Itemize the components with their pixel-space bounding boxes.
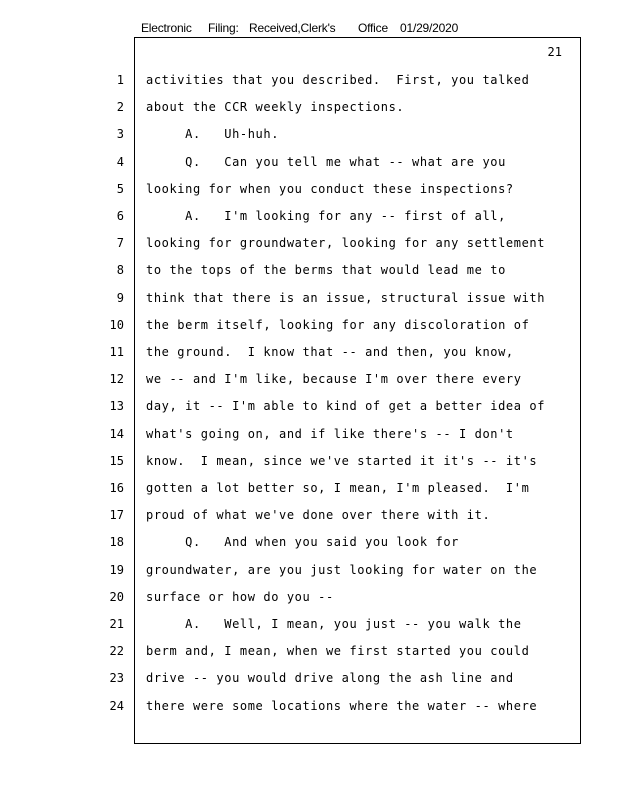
- line-number: 2: [116, 100, 124, 114]
- header-office: Office: [358, 21, 388, 35]
- page-number: 21: [547, 45, 562, 59]
- line-number: 9: [116, 291, 124, 305]
- transcript-line: about the CCR weekly inspections.: [146, 100, 405, 114]
- transcript-line: think that there is an issue, structural issue with: [146, 291, 546, 305]
- transcript-line: day, it -- I'm able to kind of get a better idea of: [146, 399, 546, 413]
- line-number: 24: [109, 699, 124, 713]
- transcript-line: proud of what we've done over there with it.: [146, 508, 491, 522]
- line-number: 10: [109, 318, 124, 332]
- line-number: 23: [109, 671, 124, 685]
- transcript-line: the ground. I know that -- and then, you know,: [146, 345, 514, 359]
- header-received: Received,Clerk's: [249, 21, 336, 35]
- transcript-line: Q. Can you tell me what -- what are you: [146, 155, 506, 169]
- transcript-line: surface or how do you --: [146, 590, 334, 604]
- line-number: 18: [109, 535, 124, 549]
- header-filing: Filing:: [208, 21, 239, 35]
- header-electronic: Electronic: [141, 21, 192, 35]
- line-number: 16: [109, 481, 124, 495]
- line-number: 12: [109, 372, 124, 386]
- transcript-page: [134, 37, 581, 744]
- transcript-line: activities that you described. First, you talked: [146, 73, 530, 87]
- line-number: 14: [109, 427, 124, 441]
- transcript-line: the berm itself, looking for any discoloration of: [146, 318, 530, 332]
- transcript-line: A. Well, I mean, you just -- you walk the: [146, 617, 522, 631]
- line-number: 15: [109, 454, 124, 468]
- transcript-line: looking for when you conduct these inspections?: [146, 182, 514, 196]
- transcript-line: there were some locations where the water -- where: [146, 699, 538, 713]
- transcript-line: drive -- you would drive along the ash line and: [146, 671, 514, 685]
- transcript-line: to the tops of the berms that would lead me to: [146, 263, 506, 277]
- transcript-line: we -- and I'm like, because I'm over there every: [146, 372, 522, 386]
- transcript-line: A. I'm looking for any -- first of all,: [146, 209, 506, 223]
- line-number: 3: [116, 127, 124, 141]
- transcript-line: groundwater, are you just looking for water on the: [146, 563, 538, 577]
- line-number: 5: [116, 182, 124, 196]
- line-number: 22: [109, 644, 124, 658]
- line-number: 7: [116, 236, 124, 250]
- transcript-line: Q. And when you said you look for: [146, 535, 459, 549]
- line-number: 20: [109, 590, 124, 604]
- transcript-line: know. I mean, since we've started it it's -- it's: [146, 454, 538, 468]
- transcript-line: berm and, I mean, when we first started you could: [146, 644, 530, 658]
- line-number: 4: [116, 155, 124, 169]
- line-number: 1: [116, 73, 124, 87]
- line-number: 11: [109, 345, 124, 359]
- line-number: 8: [116, 263, 124, 277]
- transcript-line: looking for groundwater, looking for any settlement: [146, 236, 546, 250]
- transcript-line: gotten a lot better so, I mean, I'm pleased. I'm: [146, 481, 530, 495]
- line-number: 6: [116, 209, 124, 223]
- line-number: 19: [109, 563, 124, 577]
- line-number: 21: [109, 617, 124, 631]
- transcript-line: what's going on, and if like there's -- I don't: [146, 427, 514, 441]
- line-number: 13: [109, 399, 124, 413]
- transcript-line: A. Uh-huh.: [146, 127, 280, 141]
- line-number: 17: [109, 508, 124, 522]
- header-date: 01/29/2020: [400, 21, 459, 35]
